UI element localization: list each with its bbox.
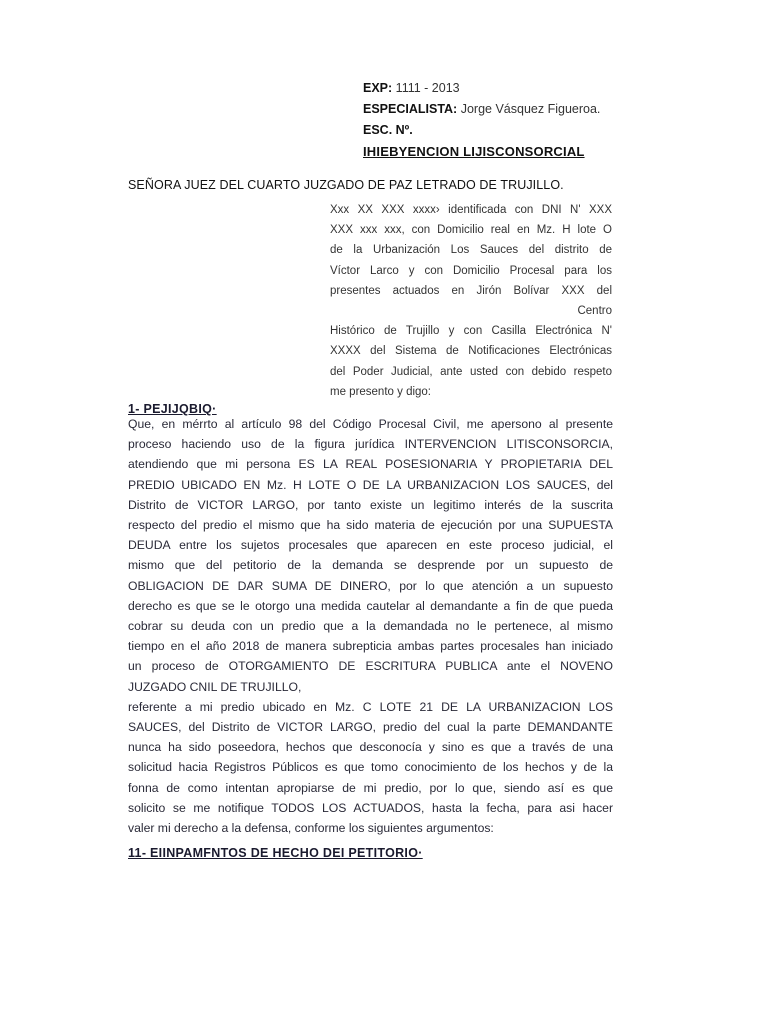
esc-label: ESC. Nº. [363, 123, 413, 137]
body-line: valer mi derecho a la defensa, conforme los siguientes argumentos: [128, 821, 494, 836]
intro-line: Xxx XX XXX xxxx› identificada con DNI N' XXX [330, 204, 612, 216]
body-paragraph [128, 414, 613, 838]
esc-line [363, 120, 663, 141]
body-line: solicitud hacia Registros Públicos es que tomo conocimiento de los hechos y de la [128, 760, 613, 775]
exp-line [363, 78, 663, 99]
body-line: Distrito de VICTOR LARGO, por tanto existe un legitimo interés de la suscrita [128, 497, 613, 512]
exp-label: EXP: [363, 81, 393, 95]
body-line: nunca ha sido poseedora, hechos que desconocía y sino es que a través de una [128, 740, 613, 755]
section-title-petitorio: 1- PEJIJQBIQ· [128, 402, 217, 416]
body-line: PREDIO UBICADO EN Mz. H LOTE O DE LA URBANIZACION LOS SAUCES, del [128, 477, 613, 492]
intro-line: Víctor Larco y con Domicilio Procesal para los [330, 264, 612, 277]
intro-line: Histórico de Trujillo y con Casilla Electrónica N' [330, 325, 612, 338]
body-line: proceso haciendo uso de la figura jurídica INTERVENCION LITISCONSORCIA, [128, 437, 613, 452]
body-line: respecto del predio el mismo que ha sido materia de ejecución por una SUPUESTA [128, 518, 613, 533]
exp-value: 1111 - 2013 [395, 81, 460, 95]
body-line: JUZGADO CNIL DE TRUJILLO, [128, 679, 302, 694]
body-line: Que, en mérrto al artículo 98 del Código Procesal Civil, me apersono al presente [128, 417, 613, 431]
section-title-fundamentos: 11- EIINPAMFNTOS DE HECHO DEI PETITORIO· [128, 846, 423, 860]
especialista-value: Jorge Vásquez Figueroa. [460, 102, 601, 116]
body-line: DEUDA entre los sujetos procesales que aparecen en este proceso judicial, el [128, 538, 613, 553]
body-line: derecho es que se le otorgo una medida cautelar al demandante a fin de que pueda [128, 598, 613, 613]
intro-line: del Poder Judicial, ante usted con debido respeto [330, 365, 612, 378]
intro-line: Centro [577, 305, 612, 318]
intro-line: de la Urbanización Los Sauces del distrito de [330, 244, 612, 257]
document-title: IHIEBYENCION LIJISCONSORCIAL [363, 144, 585, 159]
body-line: solicito se me notifique TODOS LOS ACTUADOS, hasta la fecha, para asi hacer [128, 800, 613, 815]
case-header [363, 78, 663, 162]
intro-line: presentes actuados en Jirón Bolívar XXX del [330, 284, 612, 297]
especialista-line [363, 99, 663, 120]
body-line: OBLIGACION DE DAR SUMA DE DINERO, por lo que atención a un supuesto [128, 578, 613, 593]
especialista-label: ESPECIALISTA: [363, 102, 458, 116]
body-line: referente a mi predio ubicado en Mz. C LOTE 21 DE LA URBANIZACION LOS [128, 699, 613, 714]
body-line: atendiendo que mi persona ES LA REAL POSESIONARIA Y PROPIETARIA DEL [128, 457, 613, 472]
body-line: tiempo en el año 2018 de manera subrepticia ambas partes procesales han iniciado [128, 639, 613, 654]
intro-line: XXXX del Sistema de Notificaciones Electrónicas [330, 345, 612, 358]
intro-paragraph [330, 200, 612, 402]
addressee: SEÑORA JUEZ DEL CUARTO JUZGADO DE PAZ LETRADO DE TRUJILLO. [128, 178, 564, 192]
body-line: mismo que del petitorio de la demanda se desprende por un supuesto de [128, 558, 613, 573]
intro-line: me presento y digo: [330, 385, 432, 398]
body-line: un proceso de OTORGAMIENTO DE ESCRITURA PUBLICA ante el NOVENO [128, 659, 613, 674]
intro-line: XXX xxx xxx, con Domicilio real en Mz. H lote O [330, 224, 612, 237]
body-line: SAUCES, del Distrito de VICTOR LARGO, predio del cual la parte DEMANDANTE [128, 720, 613, 735]
body-line: fonna de como intentan apropiarse de mi predio, por lo que, siendo así es que [128, 780, 613, 795]
body-line: cobrar su deuda con un predio que a la demandada no le pertenece, al mismo [128, 619, 613, 634]
